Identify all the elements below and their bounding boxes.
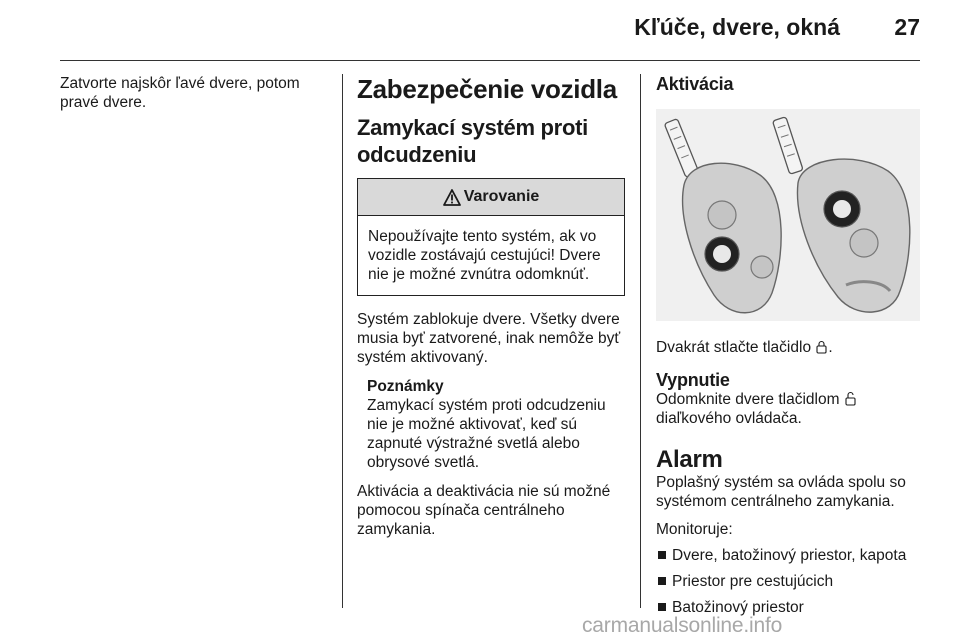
intro-paragraph: Zatvorte najskôr ľavé dvere, potom pravé dvere. xyxy=(60,75,300,111)
warning-triangle-icon xyxy=(443,189,461,206)
square-bullet-icon xyxy=(658,577,666,585)
remote-key-illustration xyxy=(656,109,920,321)
list-item: Dvere, batožinový priestor, kapota xyxy=(656,546,921,565)
square-bullet-icon xyxy=(658,551,666,559)
warning-title: Varovanie xyxy=(463,188,540,205)
switch-paragraph: Aktivácia a deaktivácia nie sú možné pomocou spínača centrálneho zamykania. xyxy=(357,483,611,538)
alarm-heading: Alarm xyxy=(656,446,723,473)
note-title: Poznámky xyxy=(367,378,444,395)
page-number: 27 xyxy=(894,14,920,40)
deactivation-text: Odomknite dvere tlačidlom diaľkového ovládača. xyxy=(656,390,921,428)
column-divider-1 xyxy=(342,74,343,608)
list-item: Batožinový priestor xyxy=(656,598,921,617)
page-title: Kľúče, dvere, okná xyxy=(634,14,840,40)
note-block xyxy=(357,377,625,472)
column-divider-2 xyxy=(640,74,641,608)
warning-text: Nepoužívajte tento systém, ak vo vozidle zostávajú cestujúci! Dvere nie je možné zvnútra odomknúť. xyxy=(368,228,601,283)
column-3 xyxy=(656,74,921,617)
watermark: carmanualsonline.info xyxy=(582,614,783,637)
subsection-heading: Zamykací systém proti odcudzeniu xyxy=(357,115,588,167)
alarm-text: Poplašný systém sa ovláda spolu so systémom centrálneho zamykania. xyxy=(656,474,906,510)
list-item: Priestor pre cestujúcich xyxy=(656,572,921,591)
section-heading: Zabezpečenie vozidla xyxy=(357,74,617,104)
column-2 xyxy=(357,74,625,539)
monitors-label: Monitoruje: xyxy=(656,521,733,538)
warning-body xyxy=(358,216,624,295)
column-1 xyxy=(60,74,330,112)
note-text: Zamykací systém proti odcudzeniu nie je možné aktivovať, keď sú zapnuté výstražné svetlá alebo obrysové svetlá. xyxy=(367,397,606,471)
activation-text: Dvakrát stlačte tlačidlo . xyxy=(656,339,833,356)
warning-header xyxy=(358,179,624,216)
unlock-icon xyxy=(845,391,856,406)
system-paragraph: Systém zablokuje dvere. Všetky dvere musia byť zatvorené, inak nemôže byť systém aktivovaný. xyxy=(357,311,621,366)
warning-box xyxy=(357,178,625,296)
activation-heading: Aktivácia xyxy=(656,74,734,94)
deactivation-heading: Vypnutie xyxy=(656,370,730,390)
lock-icon xyxy=(816,340,827,354)
monitored-list xyxy=(656,546,921,617)
header-rule xyxy=(60,60,920,61)
square-bullet-icon xyxy=(658,603,666,611)
